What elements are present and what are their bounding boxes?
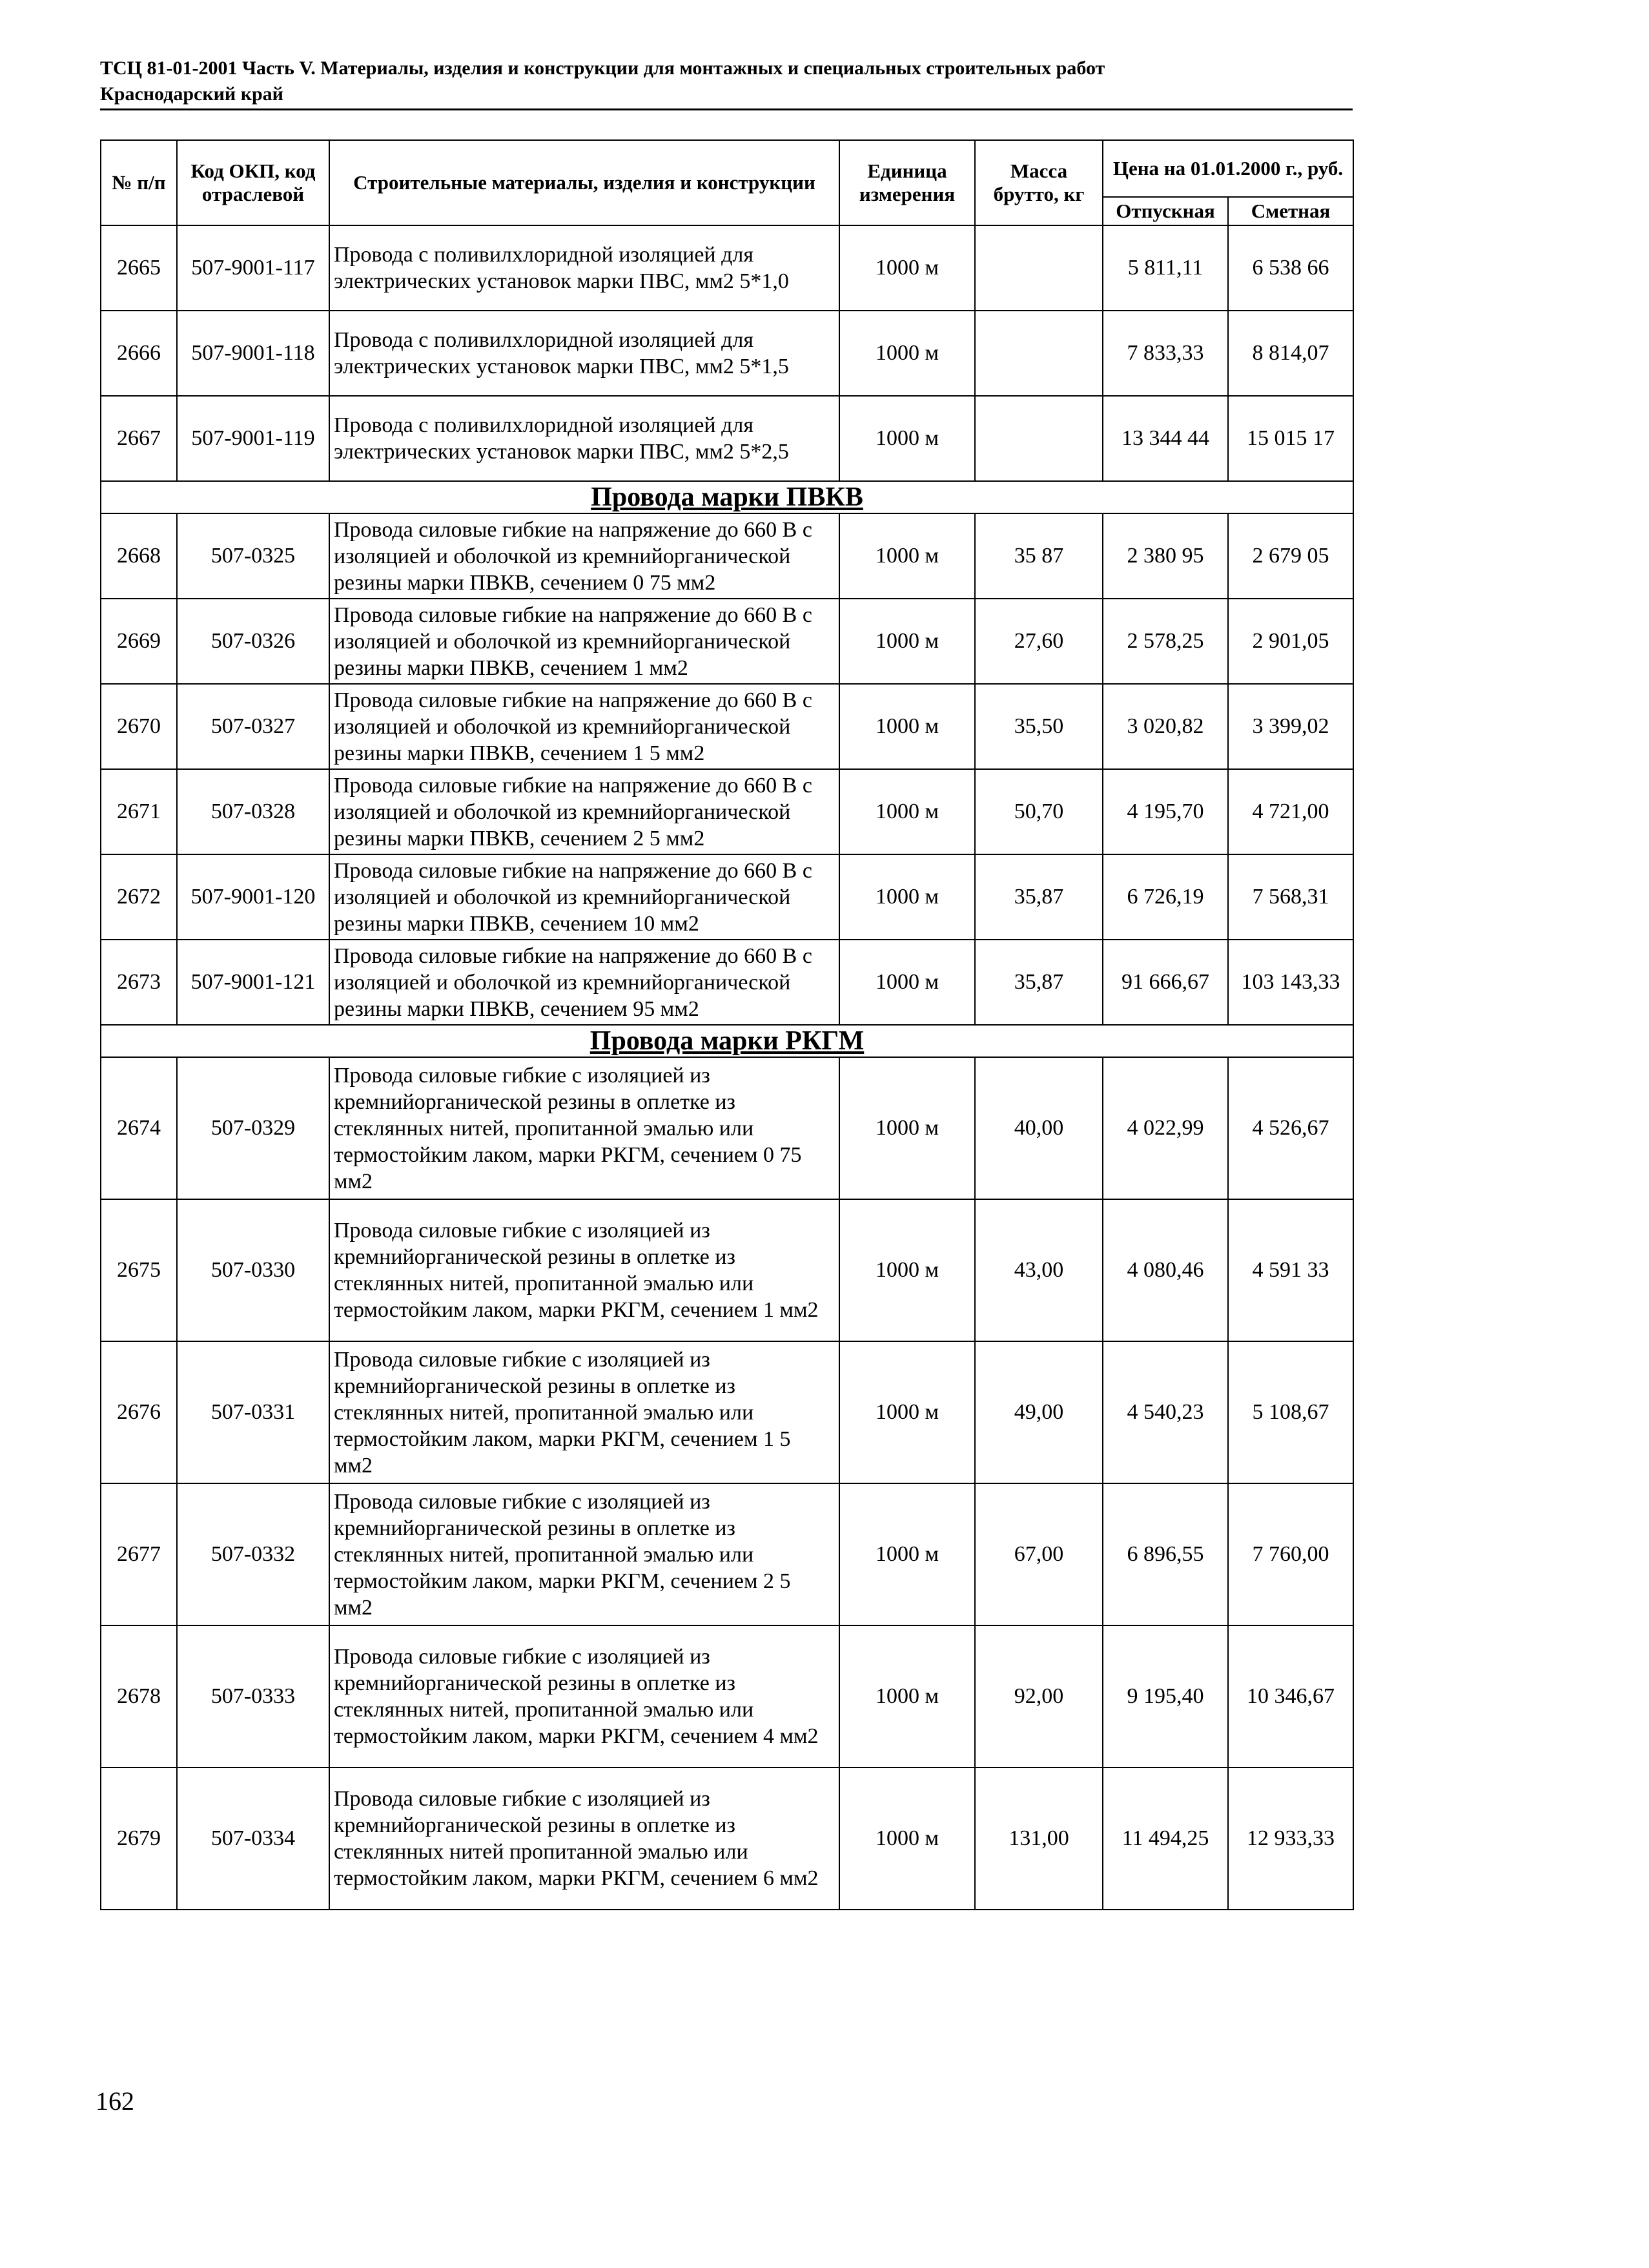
release-price: 2 578,25 [1103, 599, 1228, 684]
gross-mass [975, 396, 1103, 481]
unit-of-measure: 1000 м [839, 1057, 975, 1199]
row-number: 2665 [101, 225, 177, 311]
okp-code: 507-0330 [177, 1199, 329, 1341]
okp-code: 507-0331 [177, 1341, 329, 1483]
estimate-price: 4 721,00 [1228, 769, 1353, 854]
gross-mass: 43,00 [975, 1199, 1103, 1341]
row-number: 2674 [101, 1057, 177, 1199]
material-description: Провода с поливилхлоридной изоляцией для электрических установок марки ПВС, мм2 5*1,0 [329, 225, 839, 311]
table-row [101, 225, 1353, 311]
okp-code: 507-9001-120 [177, 854, 329, 940]
estimate-price: 10 346,67 [1228, 1625, 1353, 1768]
table-row [101, 1768, 1353, 1910]
col-header-code: Код ОКП, код отраслевой [177, 140, 329, 225]
material-description: Провода силовые гибкие с изоляцией из кремнийорганической резины в оплетке из стеклянных нитей, пропитанной эмалью или термостойким лаком, марки РКГМ, сечением 0 75 мм2 [329, 1057, 839, 1199]
release-price: 2 380 95 [1103, 513, 1228, 599]
row-number: 2677 [101, 1483, 177, 1625]
gross-mass [975, 225, 1103, 311]
estimate-price: 4 591 33 [1228, 1199, 1353, 1341]
group-title-rkgm: Провода марки РКГМ [101, 1025, 1353, 1057]
material-description: Провода силовые гибкие с изоляцией из кремнийорганической резины в оплетке из стеклянных нитей, пропитанной эмалью или термостойким лаком, марки РКГМ, сечением 4 мм2 [329, 1625, 839, 1768]
table-row [101, 940, 1353, 1025]
estimate-price: 3 399,02 [1228, 684, 1353, 769]
material-description: Провода силовые гибкие с изоляцией из кремнийорганической резины в оплетке из стеклянных нитей, пропитанной эмалью или термостойким лаком, марки РКГМ, сечением 1 5 мм2 [329, 1341, 839, 1483]
estimate-price: 5 108,67 [1228, 1341, 1353, 1483]
group-title-pvkv: Провода марки ПВКВ [101, 481, 1353, 513]
material-description: Провода силовые гибкие на напряжение до 660 В с изоляцией и оболочкой из кремнийорганической резины марки ПВКВ, сечением 1 мм2 [329, 599, 839, 684]
unit-of-measure: 1000 м [839, 940, 975, 1025]
estimate-price: 6 538 66 [1228, 225, 1353, 311]
row-number: 2678 [101, 1625, 177, 1768]
row-number: 2673 [101, 940, 177, 1025]
gross-mass: 35,87 [975, 854, 1103, 940]
okp-code: 507-9001-117 [177, 225, 329, 311]
table-row [101, 599, 1353, 684]
unit-of-measure: 1000 м [839, 396, 975, 481]
release-price: 4 022,99 [1103, 1057, 1228, 1199]
okp-code: 507-0327 [177, 684, 329, 769]
material-description: Провода силовые гибкие на напряжение до 660 В с изоляцией и оболочкой из кремнийорганической резины марки ПВКВ, сечением 0 75 мм2 [329, 513, 839, 599]
gross-mass: 49,00 [975, 1341, 1103, 1483]
estimate-price: 103 143,33 [1228, 940, 1353, 1025]
table-row [101, 1057, 1353, 1199]
row-number: 2676 [101, 1341, 177, 1483]
table-row [101, 854, 1353, 940]
unit-of-measure: 1000 м [839, 684, 975, 769]
estimate-price: 7 568,31 [1228, 854, 1353, 940]
okp-code: 507-0326 [177, 599, 329, 684]
col-header-desc: Строительные материалы, изделия и конструкции [329, 140, 839, 225]
material-description: Провода силовые гибкие на напряжение до 660 В с изоляцией и оболочкой из кремнийорганической резины марки ПВКВ, сечением 10 мм2 [329, 854, 839, 940]
col-header-release: Отпускная [1103, 197, 1228, 225]
gross-mass: 35,87 [975, 940, 1103, 1025]
release-price: 3 020,82 [1103, 684, 1228, 769]
unit-of-measure: 1000 м [839, 1768, 975, 1910]
unit-of-measure: 1000 м [839, 1199, 975, 1341]
gross-mass [975, 311, 1103, 396]
row-number: 2679 [101, 1768, 177, 1910]
material-description: Провода силовые гибкие с изоляцией из кремнийорганической резины в оплетке из стеклянных нитей пропитанной эмалью или термостойким лаком, марки РКГМ, сечением 6 мм2 [329, 1768, 839, 1910]
gross-mass: 27,60 [975, 599, 1103, 684]
unit-of-measure: 1000 м [839, 854, 975, 940]
release-price: 6 896,55 [1103, 1483, 1228, 1625]
gross-mass: 50,70 [975, 769, 1103, 854]
estimate-price: 2 901,05 [1228, 599, 1353, 684]
estimate-price: 2 679 05 [1228, 513, 1353, 599]
okp-code: 507-0329 [177, 1057, 329, 1199]
table-row [101, 311, 1353, 396]
material-description: Провода с поливилхлоридной изоляцией для электрических установок марки ПВС, мм2 5*1,5 [329, 311, 839, 396]
rows-rkgm [101, 1057, 1353, 1910]
unit-of-measure: 1000 м [839, 513, 975, 599]
estimate-price: 8 814,07 [1228, 311, 1353, 396]
rows-pvkv [101, 513, 1353, 1025]
unit-of-measure: 1000 м [839, 311, 975, 396]
row-number: 2669 [101, 599, 177, 684]
unit-of-measure: 1000 м [839, 769, 975, 854]
release-price: 9 195,40 [1103, 1625, 1228, 1768]
price-table [100, 139, 1354, 1910]
release-price: 7 833,33 [1103, 311, 1228, 396]
unit-of-measure: 1000 м [839, 1483, 975, 1625]
table-row [101, 1625, 1353, 1768]
material-description: Провода с поливилхлоридной изоляцией для электрических установок марки ПВС, мм2 5*2,5 [329, 396, 839, 481]
material-description: Провода силовые гибкие на напряжение до 660 В с изоляцией и оболочкой из кремнийорганической резины марки ПВКВ, сечением 2 5 мм2 [329, 769, 839, 854]
estimate-price: 12 933,33 [1228, 1768, 1353, 1910]
release-price: 4 540,23 [1103, 1341, 1228, 1483]
gross-mass: 40,00 [975, 1057, 1103, 1199]
estimate-price: 4 526,67 [1228, 1057, 1353, 1199]
col-header-num: № п/п [101, 140, 177, 225]
release-price: 5 811,11 [1103, 225, 1228, 311]
release-price: 4 195,70 [1103, 769, 1228, 854]
table-row [101, 684, 1353, 769]
col-header-estimate: Сметная [1228, 197, 1353, 225]
okp-code: 507-0333 [177, 1625, 329, 1768]
document-header [100, 56, 1353, 107]
table-row [101, 1341, 1353, 1483]
page-number: 162 [96, 2087, 134, 2116]
table-row [101, 769, 1353, 854]
release-price: 11 494,25 [1103, 1768, 1228, 1910]
okp-code: 507-9001-119 [177, 396, 329, 481]
okp-code: 507-0332 [177, 1483, 329, 1625]
gross-mass: 131,00 [975, 1768, 1103, 1910]
row-number: 2672 [101, 854, 177, 940]
okp-code: 507-9001-121 [177, 940, 329, 1025]
table-row [101, 396, 1353, 481]
okp-code: 507-9001-118 [177, 311, 329, 396]
release-price: 91 666,67 [1103, 940, 1228, 1025]
header-region: Краснодарский край [100, 83, 283, 105]
unit-of-measure: 1000 м [839, 225, 975, 311]
unit-of-measure: 1000 м [839, 1341, 975, 1483]
okp-code: 507-0328 [177, 769, 329, 854]
release-price: 6 726,19 [1103, 854, 1228, 940]
release-price: 4 080,46 [1103, 1199, 1228, 1341]
material-description: Провода силовые гибкие на напряжение до 660 В с изоляцией и оболочкой из кремнийорганической резины марки ПВКВ, сечением 95 мм2 [329, 940, 839, 1025]
row-number: 2668 [101, 513, 177, 599]
rows-pvs [101, 225, 1353, 481]
unit-of-measure: 1000 м [839, 1625, 975, 1768]
material-description: Провода силовые гибкие с изоляцией из кремнийорганической резины в оплетке из стеклянных нитей, пропитанной эмалью или термостойким лаком, марки РКГМ, сечением 2 5 мм2 [329, 1483, 839, 1625]
okp-code: 507-0325 [177, 513, 329, 599]
row-number: 2675 [101, 1199, 177, 1341]
table-row [101, 1483, 1353, 1625]
unit-of-measure: 1000 м [839, 599, 975, 684]
table-row [101, 513, 1353, 599]
col-header-mass: Масса брутто, кг [975, 140, 1103, 225]
estimate-price: 15 015 17 [1228, 396, 1353, 481]
row-number: 2671 [101, 769, 177, 854]
material-description: Провода силовые гибкие на напряжение до 660 В с изоляцией и оболочкой из кремнийорганической резины марки ПВКВ, сечением 1 5 мм2 [329, 684, 839, 769]
okp-code: 507-0334 [177, 1768, 329, 1910]
header-divider [100, 108, 1353, 110]
gross-mass: 92,00 [975, 1625, 1103, 1768]
estimate-price: 7 760,00 [1228, 1483, 1353, 1625]
material-description: Провода силовые гибкие с изоляцией из кремнийорганической резины в оплетке из стеклянных нитей, пропитанной эмалью или термостойким лаком, марки РКГМ, сечением 1 мм2 [329, 1199, 839, 1341]
col-header-price: Цена на 01.01.2000 г., руб. [1103, 140, 1353, 197]
row-number: 2666 [101, 311, 177, 396]
gross-mass: 35,50 [975, 684, 1103, 769]
row-number: 2667 [101, 396, 177, 481]
table-row [101, 1199, 1353, 1341]
release-price: 13 344 44 [1103, 396, 1228, 481]
header-title: ТСЦ 81-01-2001 Часть V. Материалы, изделия и конструкции для монтажных и специальных строительных работ [100, 57, 1105, 79]
gross-mass: 35 87 [975, 513, 1103, 599]
row-number: 2670 [101, 684, 177, 769]
col-header-unit: Единица измерения [839, 140, 975, 225]
gross-mass: 67,00 [975, 1483, 1103, 1625]
